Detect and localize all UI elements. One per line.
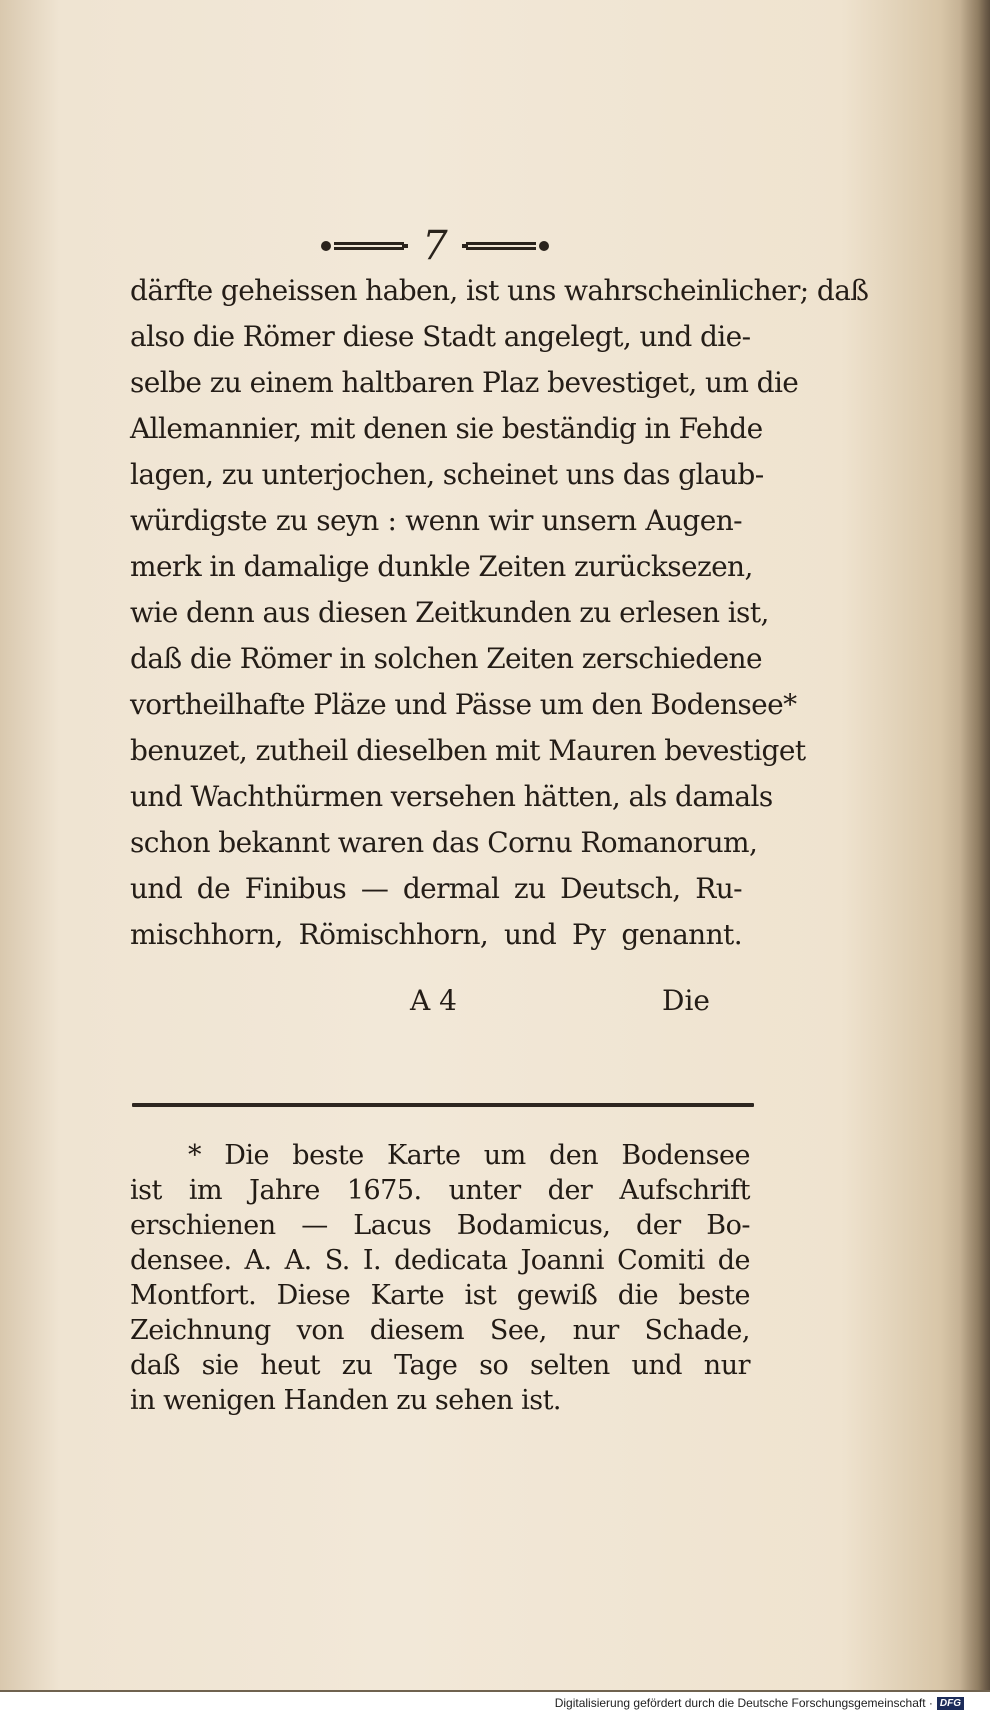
text-line: selbe zu einem haltbaren Plaz bevestiget, um die [130, 366, 799, 399]
digitization-credit [555, 1696, 964, 1710]
text-line: würdigste zu seyn : wenn wir unsern Augen- [130, 504, 742, 537]
footnote-line: * Die beste Karte um den Bodensee [188, 1140, 750, 1171]
text-line: schon bekannt waren das Cornu Romanorum, [130, 826, 758, 859]
text-line: wie denn aus diesen Zeitkunden zu erlesen ist, [130, 596, 769, 629]
credit-text: Digitalisierung gefördert durch die Deutsche Forschungsgemeinschaft · [554, 1696, 933, 1710]
dfg-logo: DFG [937, 1697, 964, 1710]
catchword: Die [662, 984, 710, 1017]
text-line: Allemannier, mit denen sie beständig in Fehde [130, 412, 763, 445]
text-line: därfte geheissen haben, ist uns wahrscheinlicher; daß [130, 274, 869, 307]
text-line: daß die Römer in solchen Zeiten zerschiedene [130, 642, 762, 675]
footnote-line: densee. A. A. S. I. dedicata Joanni Comiti de [130, 1245, 750, 1276]
text-line: also die Römer diese Stadt angelegt, und die- [130, 320, 751, 353]
footnote-divider [132, 1103, 754, 1107]
ornament-right-icon [460, 236, 550, 256]
footnote-line: erschienen — Lacus Bodamicus, der Bo- [130, 1210, 750, 1241]
footnote-line: daß sie heut zu Tage so selten und nur [130, 1350, 750, 1381]
footnote-line: Zeichnung von diesem See, nur Schade, [130, 1315, 750, 1346]
footnote [130, 1138, 750, 1418]
main-text [130, 268, 869, 958]
footnote-line: in wenigen Handen zu sehen ist. [130, 1385, 562, 1416]
signature-mark: A 4 [410, 984, 457, 1017]
text-line: und de Finibus — dermal zu Deutsch, Ru- [130, 872, 742, 905]
text-line: merk in damalige dunkle Zeiten zurücksezen, [130, 550, 753, 583]
text-line: benuzet, zutheil dieselben mit Mauren bevestiget [130, 734, 806, 767]
footnote-line: Montfort. Diese Karte ist gewiß die beste [130, 1280, 750, 1311]
text-line: vortheilhafte Pläze und Pässe um den Bodensee* [130, 688, 797, 721]
text-line: und Wachthürmen versehen hätten, als damals [130, 780, 773, 813]
text-line: mischhorn, Römischhorn, und Py genannt. [130, 918, 742, 951]
ornament-left-icon [320, 236, 410, 256]
footnote-line: ist im Jahre 1675. unter der Aufschrift [130, 1175, 750, 1206]
text-line: lagen, zu unterjochen, scheinet uns das glaub- [130, 458, 764, 491]
running-head [300, 223, 570, 269]
page-number: 7 [422, 223, 448, 269]
